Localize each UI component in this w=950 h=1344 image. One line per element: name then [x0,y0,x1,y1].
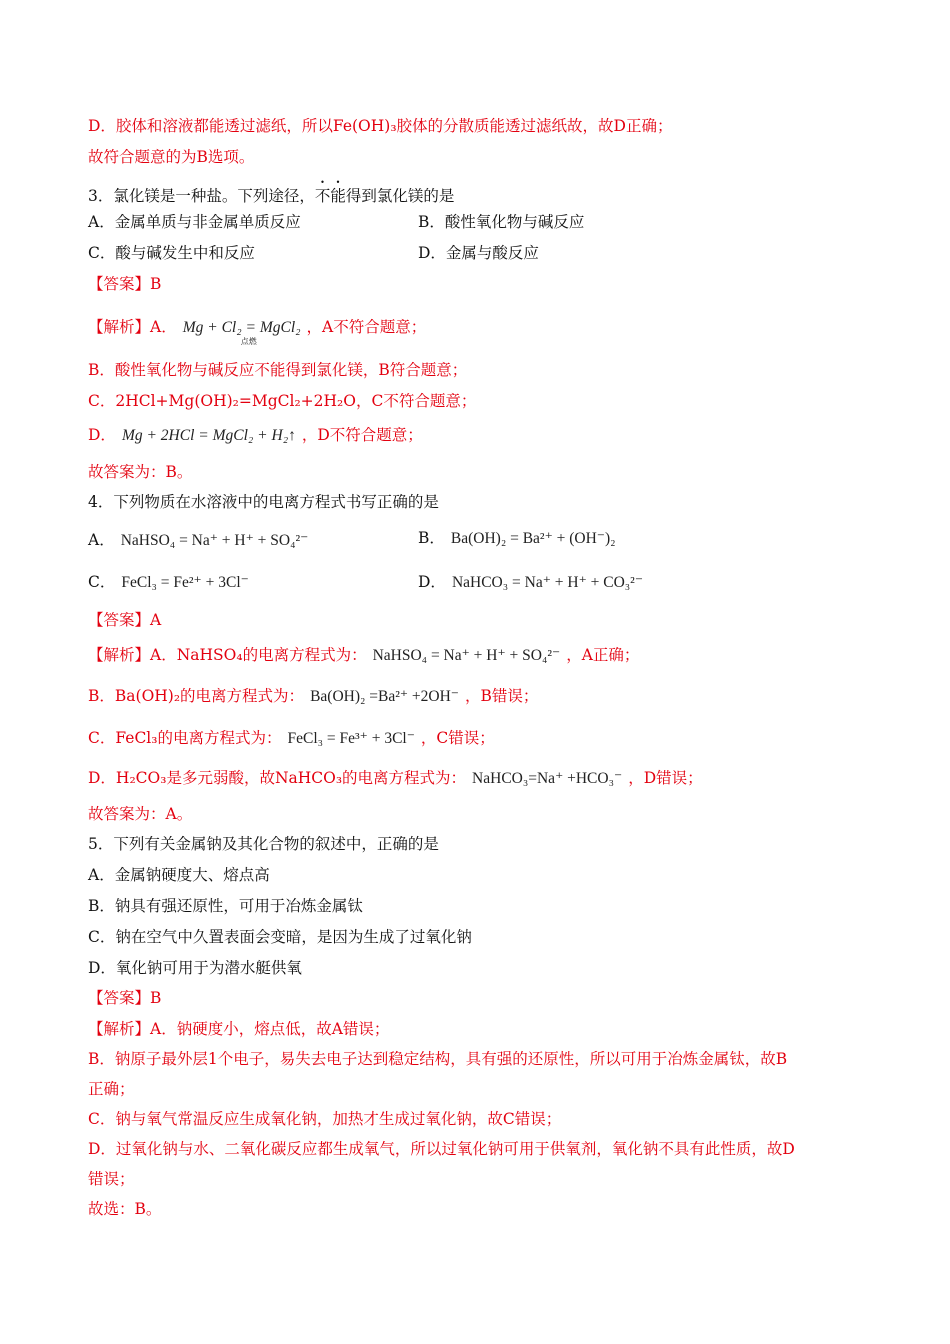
q4-analysis-a-equation: NaHSO₄ = Na⁺ + H⁺ + SO₄²⁻ [372,647,561,664]
q3-stem [88,178,454,207]
q4-analysis-c-equation: FeCl₃ = Fe³⁺ + 3Cl⁻ [287,730,415,747]
q3-analysis-d-post: ，D不符合题意； [301,426,423,444]
q4-option-b [418,527,622,550]
q2-conclusion: 故符合题意的为B选项。 [88,148,255,166]
q3-stem-emphasis: 不能 [314,187,346,205]
q4-answer: 【答案】A [88,611,162,629]
q3-analysis-c: C．2HCl+Mg(OH)₂=MgCl₂+2H₂O，C不符合题意； [88,392,477,410]
q4-analysis-d-post: ，D错误； [628,769,703,787]
q4-analysis-a-post: ，A正确； [566,646,640,664]
q4-option-d-equation: NaHCO₃ = Na⁺ + H⁺ + CO₃²⁻ [451,574,644,591]
q3-analysis-a-condition: 点燃 [240,337,257,346]
q5-option-d: D．氧化钠可用于为潜水艇供氧 [88,959,302,977]
q5-option-b: B．钠具有强还原性，可用于冶炼金属钛 [88,897,363,915]
q4-analysis-d [88,767,703,790]
q4-stem: 4．下列物质在水溶液中的电离方程式书写正确的是 [88,493,439,511]
q2-analysis-d: D．胶体和溶液都能透过滤纸，所以Fe(OH)₃胶体的分散质能透过滤纸故，故D正确； [88,117,673,135]
q4-analysis-b [88,685,538,708]
q4-analysis-d-pre: D．H₂CO₃是多元弱酸，故NaHCO₃的电离方程式为： [88,769,467,787]
q4-analysis-b-post: ，B错误； [465,687,539,705]
q5-option-a: A．金属钠硬度大、熔点高 [88,866,270,884]
q4-analysis-d-equation: NaHCO₃=Na⁺ +HCO₃⁻ [472,770,623,787]
q5-analysis-b-line2: 正确； [88,1080,135,1098]
q3-analysis-a-equation-text: Mg + Cl₂ = MgCl₂ [182,319,301,336]
q5-analysis-d-line1: D．过氧化钠与水、二氧化碳反应都生成氧气，所以过氧化钠可用于供氧剂，氧化钠不具有此性质，故D [88,1140,795,1158]
q4-option-b-label: B． [418,529,445,547]
q4-option-a-equation: NaHSO₄ = Na⁺ + H⁺ + SO₄²⁻ [120,532,309,549]
q4-option-d [418,571,649,594]
q5-analysis-a [88,1018,389,1040]
q3-analysis-a [88,316,427,346]
q4-option-c [88,571,255,594]
q3-option-d: D．金属与酸反应 [418,244,539,262]
q3-option-a: A．金属单质与非金属单质反应 [88,213,301,231]
q3-analysis-d-equation: Mg + 2HCl = MgCl₂ + H₂↑ [121,427,296,444]
q4-analysis-a [88,644,639,667]
q4-option-d-label: D． [418,573,446,591]
q3-stem-pre: 3．氯化镁是一种盐。下列途径， [88,187,315,205]
q3-analysis-d-pre: D． [88,426,116,444]
q3-option-c: C．酸与碱发生中和反应 [88,244,255,262]
q4-analysis-c [88,727,495,750]
q4-option-a-label: A． [88,531,115,549]
q4-option-c-label: C． [88,573,116,591]
q3-analysis-label: 【解析】 [88,318,151,336]
q4-analysis-c-post: ，C错误； [420,729,495,747]
q3-analysis-d [88,424,423,447]
q5-analysis-d-line2: 错误； [88,1170,135,1188]
q3-stem-post: 得到氯化镁的是 [345,187,455,205]
q4-final: 故答案为：A。 [88,805,193,823]
q4-analysis-c-pre: C．FeCl₃的电离方程式为： [88,729,282,747]
q3-analysis-b: B．酸性氧化物与碱反应不能得到氯化镁，B符合题意； [88,361,468,379]
q5-stem: 5．下列有关金属钠及其化合物的叙述中，正确的是 [88,835,439,853]
q5-analysis-a-text: A．钠硬度小，熔点低，故A错误； [150,1020,390,1038]
q4-option-a [88,529,314,552]
q4-analysis-label: 【解析】 [88,646,151,664]
q3-analysis-a-equation [182,317,301,346]
q4-analysis-b-pre: B．Ba(OH)₂的电离方程式为： [88,687,305,705]
q5-option-c: C．钠在空气中久置表面会变暗，是因为生成了过氧化钠 [88,928,472,946]
q5-final: 故选：B。 [88,1200,162,1218]
q3-analysis-a-pre: A． [150,318,177,336]
q4-option-c-equation: FeCl₃ = Fe²⁺ + 3Cl⁻ [121,574,249,591]
q5-analysis-b-line1: B．钠原子最外层1个电子，易失去电子达到稳定结构，具有强的还原性，所以可用于冶炼金属钛，故B [88,1050,788,1068]
q3-final: 故答案为：B。 [88,463,193,481]
q5-analysis-c: C．钠与氧气常温反应生成氧化钠，加热才生成过氧化钠，故C错误； [88,1110,562,1128]
q3-option-b: B．酸性氧化物与碱反应 [418,213,585,231]
q4-analysis-a-pre: A．NaHSO₄的电离方程式为： [150,646,367,664]
q3-answer: 【答案】B [88,275,162,293]
q3-analysis-a-post: ，A不符合题意； [306,318,427,336]
q5-analysis-label: 【解析】 [88,1020,151,1038]
q4-option-b-equation: Ba(OH)₂ = Ba²⁺ + (OH⁻)₂ [450,530,616,547]
q5-answer: 【答案】B [88,989,162,1007]
q4-analysis-b-equation: Ba(OH)₂ =Ba²⁺ +2OH⁻ [310,688,459,705]
